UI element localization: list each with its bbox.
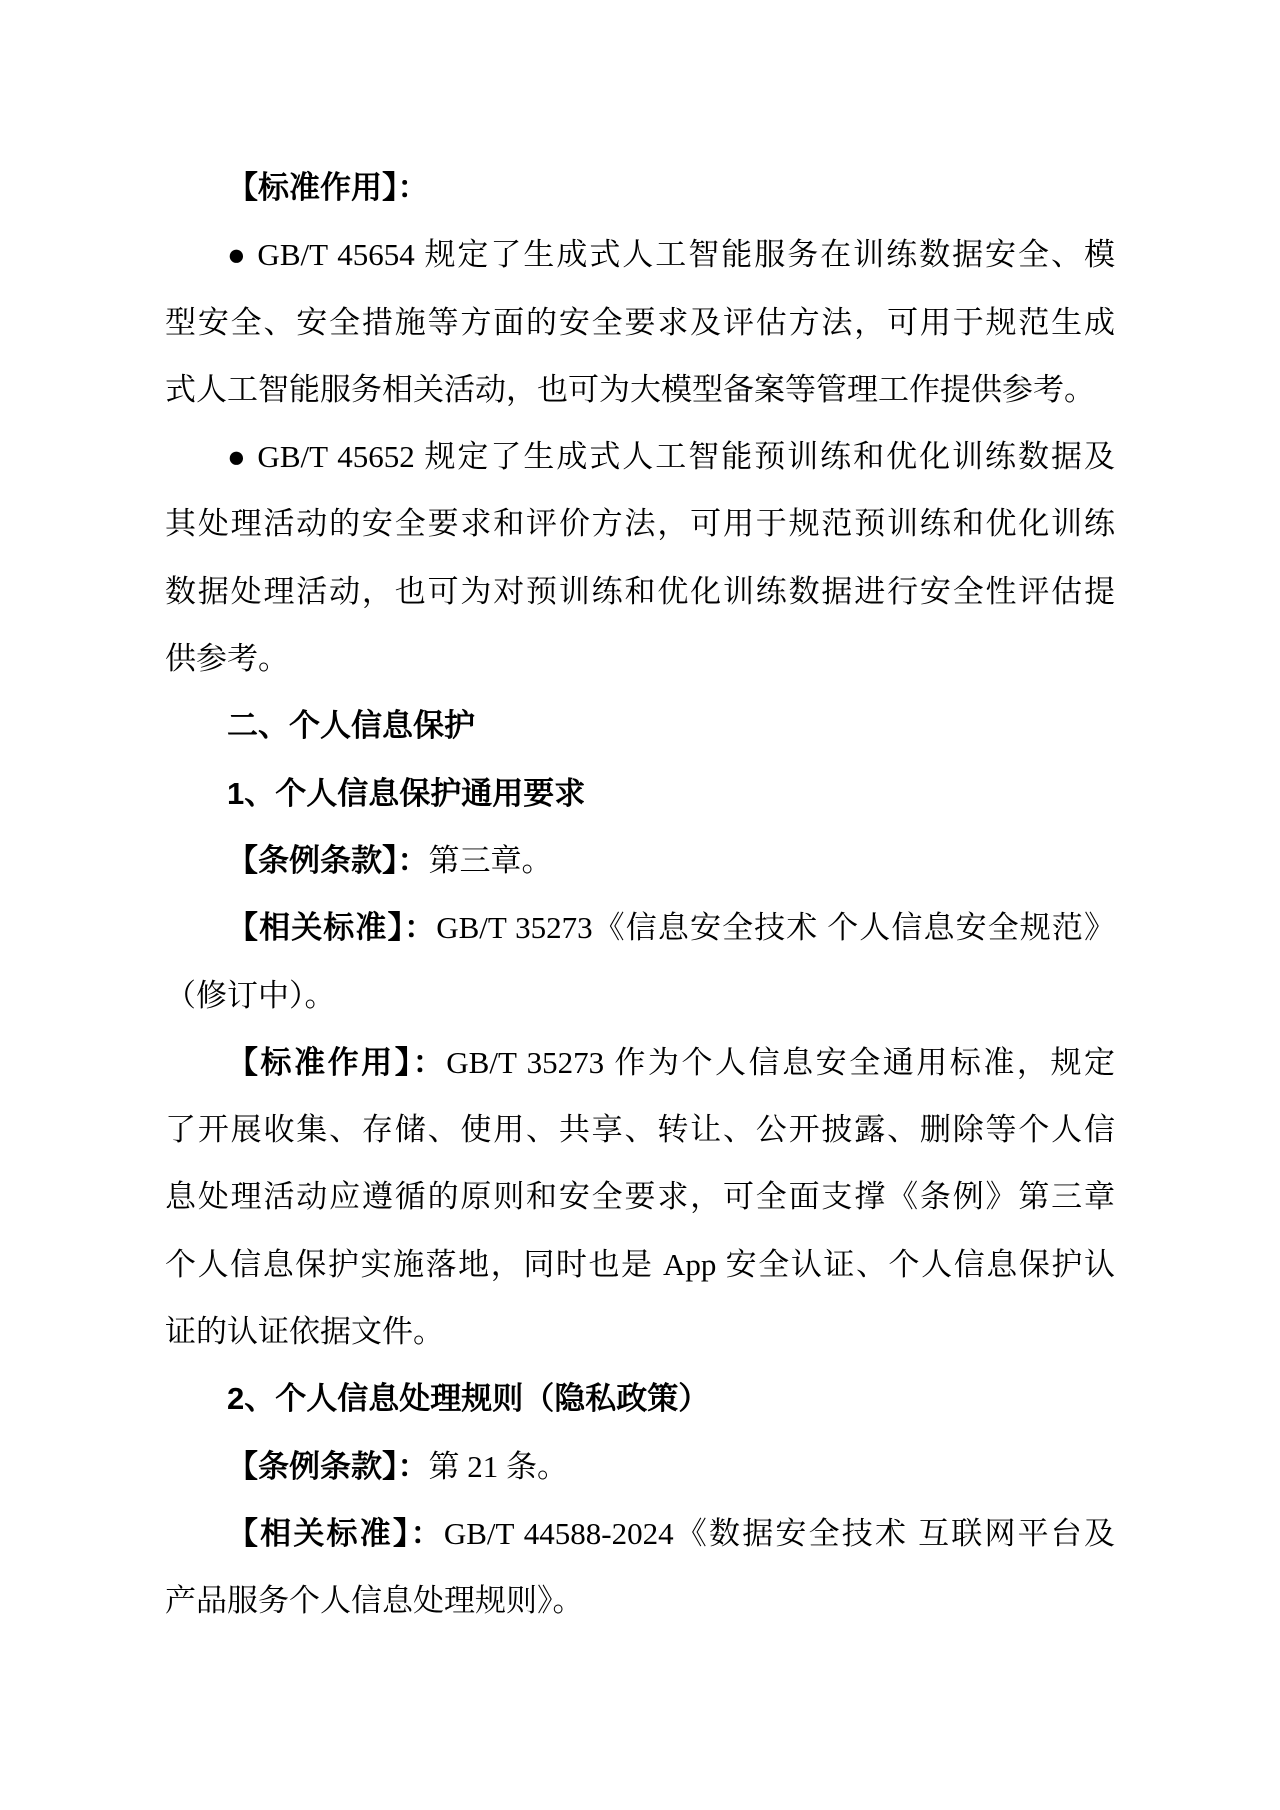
body-text: 第三章。 xyxy=(428,842,553,878)
related-standard-gbt-35273-line-1 xyxy=(165,894,1115,961)
body-text: 供参考。 xyxy=(165,641,289,677)
bullet-gbt-45652-line-1 xyxy=(165,423,1115,490)
body-text: 了开展收集、存储、使用、共享、转让、公开披露、删除等个人信 xyxy=(165,1112,1115,1148)
label-standard-role-1-line-1 xyxy=(165,154,1115,221)
body-text: 个人信息保护实施落地，同时也是 App 安全认证、个人信息保护认 xyxy=(165,1246,1115,1282)
heading-text: 2、个人信息处理规则（隐私政策） xyxy=(227,1381,710,1417)
bullet-gbt-45654 xyxy=(165,221,1115,423)
standard-role-gbt-35273-line-5 xyxy=(165,1298,1115,1365)
clause-provision-article-21-line-1 xyxy=(165,1433,1115,1500)
body-text: 产品服务个人信息处理规则》。 xyxy=(165,1583,584,1619)
heading-sub-2-processing-rules-line-1 xyxy=(165,1365,1115,1432)
body-text: GB/T 35273 作为个人信息安全通用标准，规定 xyxy=(446,1044,1116,1080)
body-text: 数据处理活动，也可为对预训练和优化训练数据进行安全性评估提 xyxy=(165,573,1115,609)
document-text-block xyxy=(165,154,1115,1635)
related-standard-gbt-35273-line-2 xyxy=(165,962,1115,1029)
body-text: ● GB/T 45652 规定了生成式人工智能预训练和优化训练数据及 xyxy=(227,439,1115,475)
bullet-gbt-45654-line-2 xyxy=(165,289,1115,356)
body-text: 第 21 条。 xyxy=(428,1448,568,1484)
heading-sub-2-processing-rules xyxy=(165,1365,1115,1432)
body-text: GB/T 44588-2024《数据安全技术 互联网平台及 xyxy=(443,1515,1115,1551)
related-standard-gbt-44588-line-2 xyxy=(165,1567,1115,1634)
bullet-gbt-45654-line-1 xyxy=(165,221,1115,288)
heading-sub-1-general-requirements xyxy=(165,760,1115,827)
heading-section-2-personal-info-line-1 xyxy=(165,692,1115,759)
body-text: （修订中）。 xyxy=(165,977,336,1013)
heading-text: 二、个人信息保护 xyxy=(227,708,475,744)
related-standard-gbt-35273 xyxy=(165,894,1115,1029)
body-text: 其处理活动的安全要求和评价方法，可用于规范预训练和优化训练 xyxy=(165,506,1115,542)
clause-provision-chapter-3 xyxy=(165,827,1115,894)
bullet-gbt-45652-line-3 xyxy=(165,558,1115,625)
bullet-gbt-45652-line-4 xyxy=(165,625,1115,692)
bullet-gbt-45652 xyxy=(165,423,1115,692)
body-text: 式人工智能服务相关活动，也可为大模型备案等管理工作提供参考。 xyxy=(165,371,1095,407)
standard-role-gbt-35273-line-4 xyxy=(165,1231,1115,1298)
heading-text: 1、个人信息保护通用要求 xyxy=(227,775,586,811)
bullet-gbt-45652-line-2 xyxy=(165,490,1115,557)
standard-role-gbt-35273-line-2 xyxy=(165,1096,1115,1163)
bullet-gbt-45654-line-3 xyxy=(165,356,1115,423)
bracket-label-text: 【相关标准】： xyxy=(227,910,437,946)
heading-section-2-personal-info xyxy=(165,692,1115,759)
standard-role-gbt-35273-line-3 xyxy=(165,1163,1115,1230)
heading-sub-1-general-requirements-line-1 xyxy=(165,760,1115,827)
clause-provision-chapter-3-line-1 xyxy=(165,827,1115,894)
body-text: GB/T 35273《信息安全技术 个人信息安全规范》 xyxy=(436,910,1115,946)
standard-role-gbt-35273 xyxy=(165,1029,1115,1365)
label-standard-role-1 xyxy=(165,154,1115,221)
bracket-label-text: 【标准作用】： xyxy=(227,1044,447,1080)
standard-role-gbt-35273-line-1 xyxy=(165,1029,1115,1096)
related-standard-gbt-44588-line-1 xyxy=(165,1500,1115,1567)
bracket-label-text: 【条例条款】： xyxy=(227,842,429,878)
body-text: ● GB/T 45654 规定了生成式人工智能服务在训练数据安全、模 xyxy=(227,237,1115,273)
body-text: 息处理活动应遵循的原则和安全要求，可全面支撑《条例》第三章 xyxy=(165,1179,1115,1215)
bracket-label-text: 【条例条款】： xyxy=(227,1448,429,1484)
bracket-label-text: 【标准作用】： xyxy=(227,170,429,205)
body-text: 型安全、安全措施等方面的安全要求及评估方法，可用于规范生成 xyxy=(165,304,1115,340)
bracket-label-text: 【相关标准】： xyxy=(227,1515,444,1551)
related-standard-gbt-44588 xyxy=(165,1500,1115,1635)
clause-provision-article-21 xyxy=(165,1433,1115,1500)
body-text: 证的认证依据文件。 xyxy=(165,1314,444,1350)
